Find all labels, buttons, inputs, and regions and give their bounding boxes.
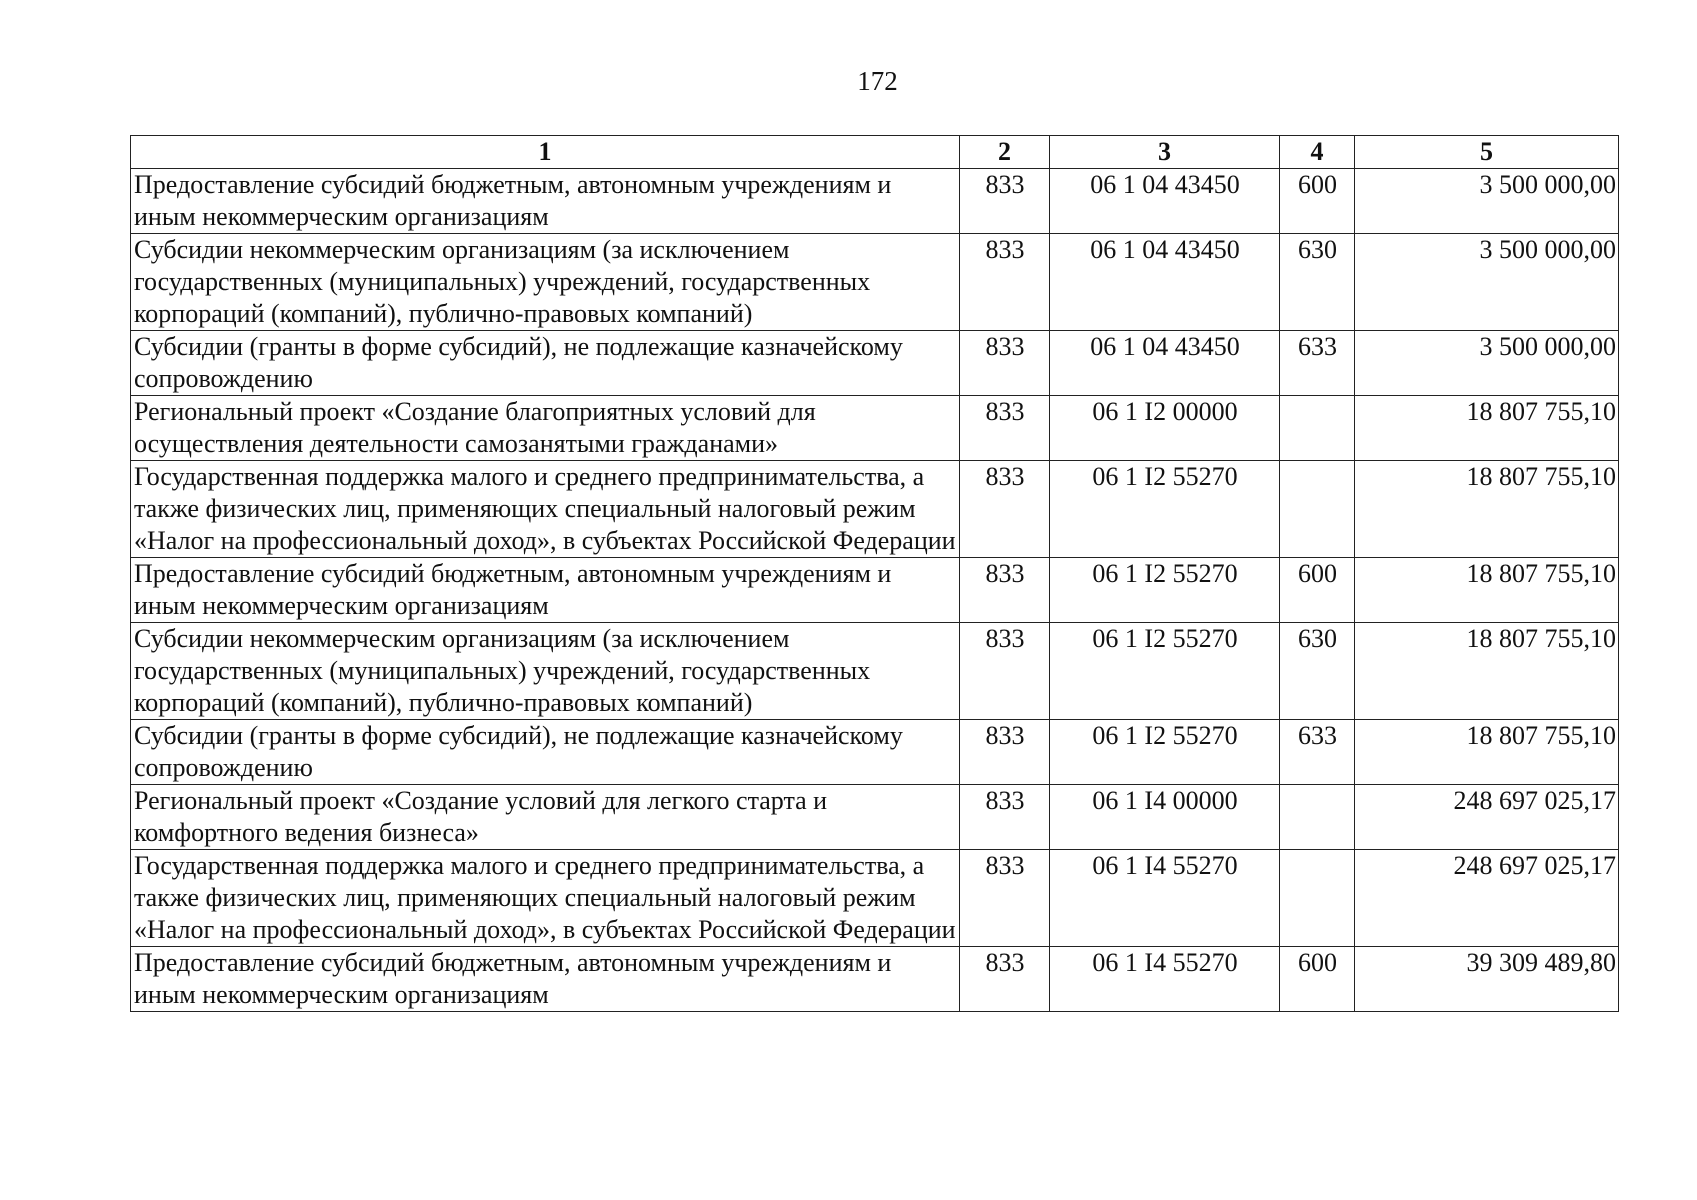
target-article-cell: 06 1 I2 55270 <box>1050 461 1280 558</box>
table-row <box>131 720 1619 785</box>
table-row <box>131 785 1619 850</box>
department-code-cell: 833 <box>960 234 1050 331</box>
target-article-cell: 06 1 I2 55270 <box>1050 623 1280 720</box>
target-article-cell: 06 1 I2 00000 <box>1050 396 1280 461</box>
column-header-2: 2 <box>960 136 1050 169</box>
item-name-cell: Региональный проект «Создание условий для легкого старта и комфортного ведения бизнеса» <box>131 785 960 850</box>
target-article-cell: 06 1 I4 00000 <box>1050 785 1280 850</box>
department-code-cell: 833 <box>960 850 1050 947</box>
target-article-cell: 06 1 I4 55270 <box>1050 947 1280 1012</box>
department-code-cell: 833 <box>960 396 1050 461</box>
table-row <box>131 558 1619 623</box>
table-row <box>131 461 1619 558</box>
target-article-cell: 06 1 I2 55270 <box>1050 720 1280 785</box>
table-row <box>131 623 1619 720</box>
item-name-cell: Субсидии (гранты в форме субсидий), не подлежащие казначейскому сопровождению <box>131 720 960 785</box>
table-row <box>131 331 1619 396</box>
table-row <box>131 234 1619 331</box>
column-header-5: 5 <box>1355 136 1619 169</box>
item-name-cell: Субсидии некоммерческим организациям (за исключением государственных (муниципальных) учреждений, государственных корпораций (компаний), публично-правовых компаний) <box>131 623 960 720</box>
item-name-cell: Субсидии некоммерческим организациям (за исключением государственных (муниципальных) учреждений, государственных корпораций (компаний), публично-правовых компаний) <box>131 234 960 331</box>
amount-cell: 18 807 755,10 <box>1355 461 1619 558</box>
amount-cell: 18 807 755,10 <box>1355 558 1619 623</box>
expense-type-cell <box>1280 785 1355 850</box>
department-code-cell: 833 <box>960 623 1050 720</box>
target-article-cell: 06 1 I4 55270 <box>1050 850 1280 947</box>
expense-type-cell <box>1280 461 1355 558</box>
expense-type-cell: 633 <box>1280 720 1355 785</box>
amount-cell: 18 807 755,10 <box>1355 720 1619 785</box>
amount-cell: 248 697 025,17 <box>1355 850 1619 947</box>
expense-type-cell: 600 <box>1280 947 1355 1012</box>
amount-cell: 3 500 000,00 <box>1355 331 1619 396</box>
target-article-cell: 06 1 04 43450 <box>1050 331 1280 396</box>
column-header-1: 1 <box>131 136 960 169</box>
expense-type-cell: 633 <box>1280 331 1355 396</box>
department-code-cell: 833 <box>960 558 1050 623</box>
amount-cell: 18 807 755,10 <box>1355 396 1619 461</box>
item-name-cell: Предоставление субсидий бюджетным, автономным учреждениям и иным некоммерческим организациям <box>131 947 960 1012</box>
expense-type-cell: 600 <box>1280 169 1355 234</box>
department-code-cell: 833 <box>960 169 1050 234</box>
item-name-cell: Государственная поддержка малого и среднего предпринимательства, а также физических лиц, применяющих специальный налоговый режим «Налог на профессиональный доход», в субъектах Российской Федерации <box>131 850 960 947</box>
department-code-cell: 833 <box>960 331 1050 396</box>
table-row <box>131 947 1619 1012</box>
expense-type-cell <box>1280 850 1355 947</box>
item-name-cell: Региональный проект «Создание благоприятных условий для осуществления деятельности самозанятыми гражданами» <box>131 396 960 461</box>
item-name-cell: Субсидии (гранты в форме субсидий), не подлежащие казначейскому сопровождению <box>131 331 960 396</box>
column-header-4: 4 <box>1280 136 1355 169</box>
department-code-cell: 833 <box>960 947 1050 1012</box>
column-header-3: 3 <box>1050 136 1280 169</box>
expense-type-cell: 630 <box>1280 234 1355 331</box>
item-name-cell: Государственная поддержка малого и среднего предпринимательства, а также физических лиц, применяющих специальный налоговый режим «Налог на профессиональный доход», в субъектах Российской Федерации <box>131 461 960 558</box>
amount-cell: 39 309 489,80 <box>1355 947 1619 1012</box>
amount-cell: 18 807 755,10 <box>1355 623 1619 720</box>
table-row <box>131 169 1619 234</box>
table-row <box>131 850 1619 947</box>
item-name-cell: Предоставление субсидий бюджетным, автономным учреждениям и иным некоммерческим организациям <box>131 558 960 623</box>
department-code-cell: 833 <box>960 785 1050 850</box>
table-row <box>131 396 1619 461</box>
amount-cell: 248 697 025,17 <box>1355 785 1619 850</box>
amount-cell: 3 500 000,00 <box>1355 169 1619 234</box>
target-article-cell: 06 1 04 43450 <box>1050 234 1280 331</box>
page-number: 172 <box>857 66 898 96</box>
table-body <box>131 169 1619 1012</box>
budget-table <box>130 135 1619 1012</box>
amount-cell: 3 500 000,00 <box>1355 234 1619 331</box>
target-article-cell: 06 1 04 43450 <box>1050 169 1280 234</box>
target-article-cell: 06 1 I2 55270 <box>1050 558 1280 623</box>
item-name-cell: Предоставление субсидий бюджетным, автономным учреждениям и иным некоммерческим организациям <box>131 169 960 234</box>
expense-type-cell: 600 <box>1280 558 1355 623</box>
department-code-cell: 833 <box>960 461 1050 558</box>
expense-type-cell: 630 <box>1280 623 1355 720</box>
expense-type-cell <box>1280 396 1355 461</box>
table-header-row <box>131 136 1619 169</box>
department-code-cell: 833 <box>960 720 1050 785</box>
